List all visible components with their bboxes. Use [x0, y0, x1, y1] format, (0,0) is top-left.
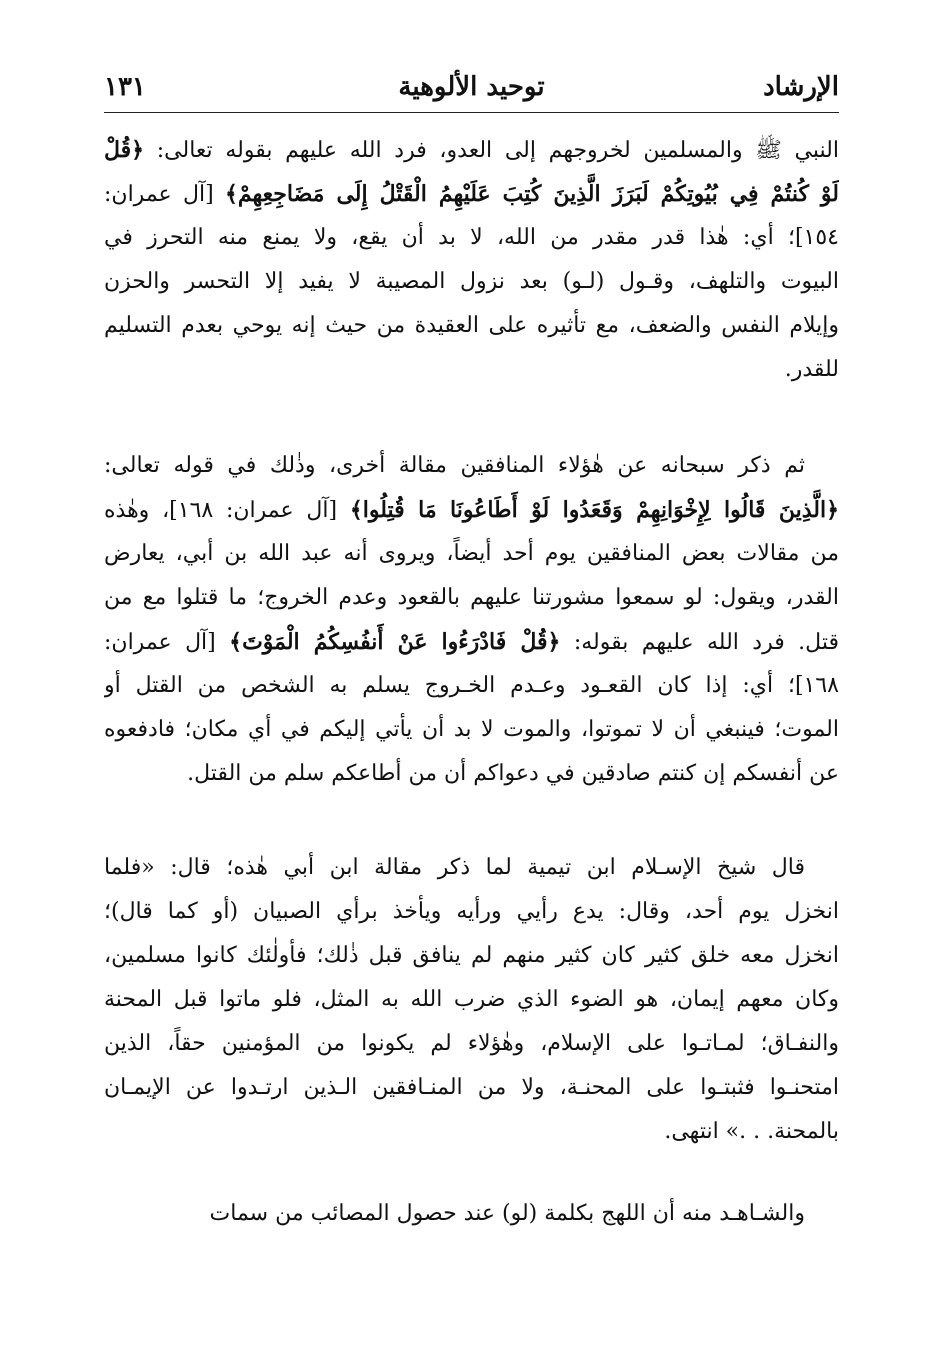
text-line	[104, 304, 839, 348]
text-line	[104, 216, 839, 260]
text-segment: ١٥٤]؛ أي: هٰذا قدر مقدر من الله، لا بد أن يقع، ولا يمنع منه التحرز في	[104, 225, 839, 250]
text-segment: [آل عمران: ١٦٨]، وهٰذه	[104, 498, 350, 523]
header-section: الإرشاد	[763, 72, 839, 102]
quran-verse: ﴿قُلْ فَادْرَءُوا عَنْ أَنفُسِكُمُ الْمَوْتَ﴾	[229, 629, 561, 655]
text-segment: عن أنفسكم إن كنتم صادقين في دعواكم أن من أطاعكم سلم من القتل.	[187, 761, 839, 786]
text-line	[104, 444, 839, 488]
text-line	[104, 576, 839, 620]
text-segment: [آل عمران:	[104, 182, 225, 207]
text-segment: وإيلام النفس والضعف، مع تأثيره على العقيدة من حيث إنه يوحي بعدم التسليم	[104, 313, 839, 338]
quran-verse: ﴿قُلْ	[104, 137, 145, 163]
text-segment: [آل عمران:	[104, 630, 230, 655]
text-segment: والنفـاق؛ لمـاتـوا على الإسلام، وهٰؤلاء لم يكونوا من المؤمنين حقاً، الذين	[104, 1031, 839, 1056]
text-line	[104, 708, 839, 752]
text-segment: النبي ﷺ والمسلمين لخروجهم إلى العدو، فرد الله عليهم بقوله تعالى:	[144, 138, 839, 163]
text-segment: ١٦٨]؛ أي: إذا كان القعـود وعـدم الخـروج يسلم به الشخص من القتل أو	[104, 673, 839, 698]
text-line	[104, 1110, 839, 1154]
text-segment: والشـاهـد منه أن اللهج بكلمة (لو) عند حصول المصائب من سمات	[209, 1201, 805, 1226]
text-line	[104, 620, 839, 664]
text-line	[104, 532, 839, 576]
text-segment: القدر، ويقول: لو سمعوا مشورتنا عليهم بالقعود وعدم الخروج؛ ما قتلوا مع من	[104, 585, 839, 610]
text-line	[104, 1192, 839, 1236]
text-segment: للقدر.	[784, 357, 839, 382]
text-segment: من مقالات بعض المنافقين يوم أحد أيضاً، ويروى أنه عبد الله بن أبي، يعارض	[104, 541, 839, 566]
page-number: ١٣١	[104, 72, 146, 102]
text-line	[104, 260, 839, 304]
text-line	[104, 128, 839, 172]
header-title: توحيد الألوهية	[398, 72, 545, 102]
text-segment: امتحنـوا فثبتـوا على المحنـة، ولا من المنـافقين الـذين ارتـدوا عن الإيمـان	[104, 1075, 839, 1100]
text-line	[104, 890, 839, 934]
quran-verse: ﴿الَّذِينَ قَالُوا لِإِخْوَانِهِمْ وَقَعَدُوا لَوْ أَطَاعُونَا مَا قُتِلُوا﴾	[349, 497, 839, 523]
text-line	[104, 846, 839, 890]
text-segment: الموت؛ فينبغي أن لا تموتوا، والموت لا بد أن يأتي إليكم في أي مكان؛ فادفعوه	[104, 717, 839, 742]
text-segment: انخزل معه خلق كثير كان كثير منهم لم ينافق قبل ذٰلك؛ فأولٰئك كانوا مسلمين،	[104, 943, 839, 968]
text-segment: ثم ذكر سبحانه عن هٰؤلاء المنافقين مقالة أخرى، وذٰلك في قوله تعالى:	[104, 453, 805, 478]
text-segment: البيوت والتلهف، وقـول (لـو) بعد نزول المصيبة لا يفيد إلا التحسر والحزن	[104, 269, 839, 294]
text-line	[104, 934, 839, 978]
text-line	[104, 1022, 839, 1066]
text-line	[104, 978, 839, 1022]
text-segment: قتل. فرد الله عليهم بقوله:	[560, 630, 839, 655]
text-line	[104, 488, 839, 532]
text-line	[104, 172, 839, 216]
text-line	[104, 664, 839, 708]
text-line	[104, 752, 839, 796]
text-line	[104, 1066, 839, 1110]
text-segment: انخزل يوم أحد، وقال: يدع رأيي ورأيه ويأخذ برأي الصبيان (أو كما قال)؛	[104, 899, 839, 924]
text-segment: بالمحنة. . .» انتهى.	[664, 1119, 839, 1144]
text-segment: وكان معهم إيمان، هو الضوء الذي ضرب الله به المثل، فلو ماتوا قبل المحنة	[104, 987, 839, 1012]
quran-verse: لَوْ كُنتُمْ فِي بُيُوتِكُمْ لَبَرَزَ الَّذِينَ كُتِبَ عَلَيْهِمُ الْقَتْلُ إِلَى مَضَاجِعِهِمْ﴾	[225, 181, 839, 207]
text-line	[104, 348, 839, 392]
text-segment: قال شيخ الإسـلام ابن تيمية لما ذكر مقالة ابن أبي هٰذه؛ قال: «فلما	[104, 855, 805, 880]
running-header	[104, 66, 839, 113]
